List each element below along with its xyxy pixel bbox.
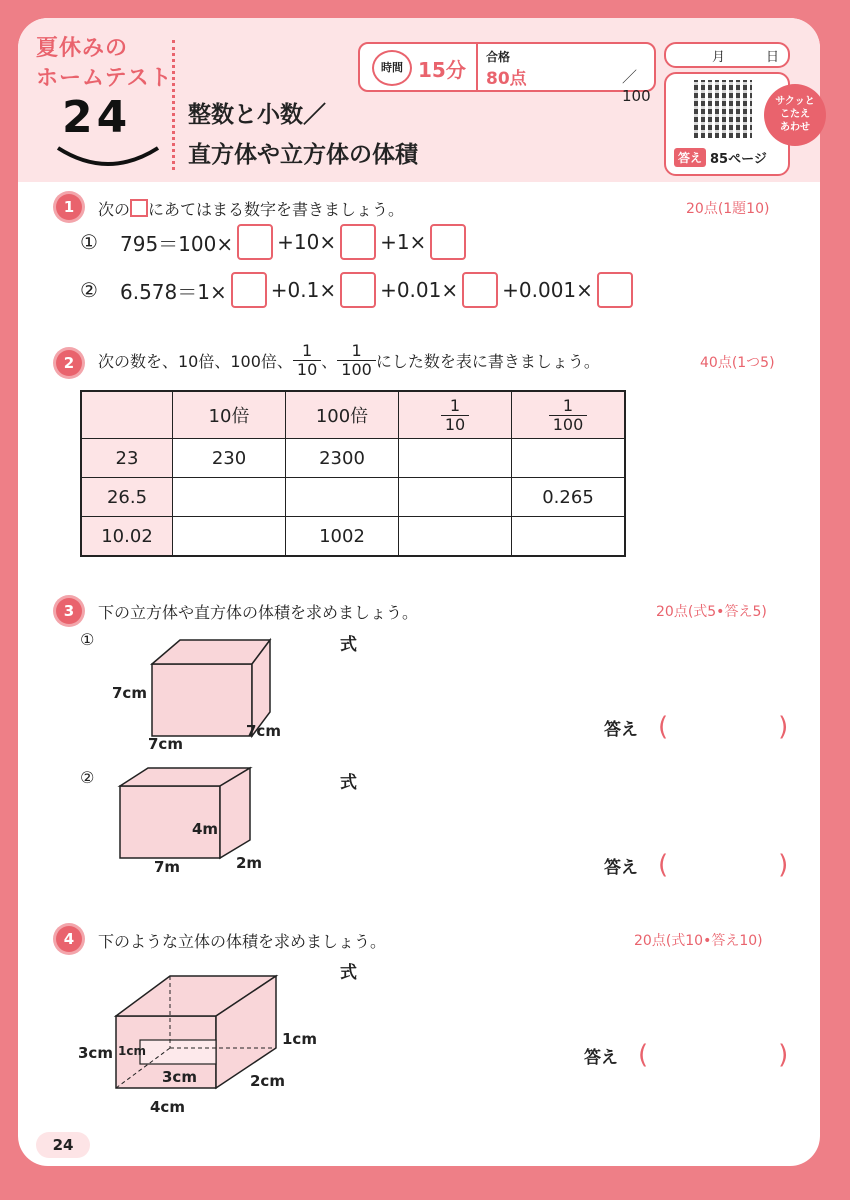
table-header-cell — [399, 391, 512, 439]
score-field[interactable]: ／100 — [622, 68, 651, 105]
table-cell[interactable] — [286, 478, 399, 517]
qr-code-overlay — [694, 80, 752, 138]
q1-item-1 — [80, 224, 466, 260]
cube-depth-label: 7cm — [246, 722, 281, 740]
clock-icon: 時間 — [372, 50, 412, 86]
paren-open: ( — [658, 712, 669, 742]
month-label: 月 — [712, 50, 726, 65]
paren-open: ( — [638, 1040, 649, 1070]
title-line-1: 整数と小数／ — [188, 102, 326, 128]
answer-page: 85ページ — [710, 152, 767, 167]
fraction — [549, 397, 588, 434]
q3-instruction: 下の立方体や直方体の体積を求めましょう。 — [98, 603, 419, 622]
bubble-line-3: あわせ — [780, 122, 810, 133]
denominator: 100 — [552, 414, 584, 434]
table-cell[interactable] — [173, 478, 286, 517]
time-score-box — [358, 42, 656, 105]
q2-text-a: 次の数を、10倍、100倍、 — [98, 352, 293, 371]
time-value: 15分 — [418, 58, 466, 82]
expr-part: 6.578＝1× — [120, 279, 227, 304]
smile-icon — [48, 140, 168, 180]
answer-label: 答え — [604, 719, 638, 740]
series-line-1: 夏休みの — [36, 36, 129, 61]
q3-sub1-mark: ① — [80, 630, 95, 649]
answer-blank[interactable] — [340, 272, 376, 308]
fraction — [441, 397, 469, 434]
q1-instruction — [98, 197, 404, 220]
numerator: 1 — [549, 397, 588, 416]
table-row-header: 23 — [81, 439, 173, 478]
box-separator — [476, 44, 478, 90]
table-header-cell: 10倍 — [173, 391, 286, 439]
fraction — [293, 342, 321, 379]
title-line-2: 直方体や立方体の体積 — [188, 142, 418, 168]
question-badge-2: 2 — [56, 350, 82, 376]
table-cell[interactable] — [512, 517, 626, 557]
table-cell: 0.265 — [512, 478, 626, 517]
q1-text-a: 次の — [98, 200, 131, 219]
solid-inner-width-label: 3cm — [162, 1068, 197, 1086]
denominator: 10 — [296, 360, 318, 379]
table-cell: 1002 — [286, 517, 399, 557]
table-row — [81, 517, 625, 557]
numerator: 1 — [441, 397, 469, 416]
table-header-cell — [81, 391, 173, 439]
paren-close: ) — [778, 850, 789, 880]
formula-label: 式 — [340, 635, 357, 655]
table-cell[interactable] — [399, 517, 512, 557]
q4-points: 20点(式10•答え10) — [634, 933, 763, 949]
q1-item-2 — [80, 272, 633, 308]
q1-points: 20点(1題10) — [686, 201, 770, 217]
series-title — [36, 34, 173, 94]
solid-height-label: 3cm — [78, 1044, 113, 1062]
formula-label: 式 — [340, 773, 357, 793]
bubble-line-1: サクッと — [775, 96, 815, 107]
paren-close: ) — [778, 712, 789, 742]
solid-step-label: 1cm — [282, 1030, 317, 1048]
pass-label: 合格 — [486, 50, 511, 64]
denominator: 10 — [444, 414, 466, 434]
table-cell: 2300 — [286, 439, 399, 478]
table-cell[interactable] — [173, 517, 286, 557]
expr-part: +1× — [380, 230, 427, 254]
answer-blank[interactable] — [597, 272, 633, 308]
cuboid-figure — [112, 766, 262, 866]
fraction — [337, 342, 376, 379]
day-label: 日 — [766, 50, 780, 65]
q3-points: 20点(式5•答え5) — [656, 604, 767, 620]
expr-part: +0.001× — [502, 278, 593, 302]
blank-sample-icon — [130, 199, 148, 217]
answer-label: 答え — [674, 148, 706, 167]
answer-blank[interactable] — [340, 224, 376, 260]
separator: 、 — [321, 352, 338, 371]
item-mark: ① — [80, 230, 98, 254]
q3-sub2-mark: ② — [80, 768, 95, 787]
expr-part: +10× — [277, 230, 337, 254]
cuboid-depth-label: 2m — [236, 854, 263, 872]
formula-label: 式 — [340, 963, 357, 983]
solid-width-label: 4cm — [150, 1098, 185, 1116]
paren-open: ( — [658, 850, 669, 880]
answer-blank[interactable] — [231, 272, 267, 308]
page-title — [188, 95, 418, 175]
table-header-cell — [512, 391, 626, 439]
q2-instruction — [98, 342, 600, 379]
answer-field[interactable] — [584, 1040, 788, 1070]
table-header-cell: 100倍 — [286, 391, 399, 439]
q1-text-b: にあてはまる数字を書きましょう。 — [148, 200, 405, 219]
table-cell[interactable] — [399, 478, 512, 517]
answer-blank[interactable] — [430, 224, 466, 260]
q2-points: 40点(1つ5) — [700, 355, 775, 371]
answer-field[interactable] — [604, 712, 788, 742]
table-row — [81, 439, 625, 478]
q2-text-b: にした数を表に書きましょう。 — [375, 352, 600, 371]
cuboid-width-label: 7m — [154, 858, 181, 876]
question-badge-1: 1 — [56, 194, 82, 220]
pass-value: 80点 — [486, 69, 527, 89]
q4-instruction: 下のような立体の体積を求めましょう。 — [98, 932, 387, 951]
solid-inner-height-label: 1cm — [118, 1044, 146, 1058]
header-divider — [172, 40, 175, 170]
item-mark: ② — [80, 278, 98, 302]
test-number: 24 — [62, 92, 132, 143]
page-number: 24 — [36, 1132, 90, 1158]
expr-part: +0.1× — [270, 278, 337, 302]
date-box[interactable] — [664, 42, 790, 68]
answer-blank[interactable] — [462, 272, 498, 308]
table-header-row — [81, 391, 625, 439]
check-bubble — [764, 84, 826, 146]
table-row-header: 10.02 — [81, 517, 173, 557]
table-cell[interactable] — [399, 439, 512, 478]
answer-table — [80, 390, 626, 557]
table-row — [81, 478, 625, 517]
table-row-header: 26.5 — [81, 478, 173, 517]
series-line-2: ホームテスト — [36, 66, 173, 91]
question-badge-4: 4 — [56, 926, 82, 952]
solid-depth-label: 2cm — [250, 1072, 285, 1090]
denominator: 100 — [341, 360, 372, 379]
answer-blank[interactable] — [237, 224, 273, 260]
numerator: 1 — [293, 342, 321, 361]
table-cell[interactable] — [512, 439, 626, 478]
numerator: 1 — [337, 342, 376, 361]
answer-label: 答え — [584, 1047, 618, 1068]
table-cell: 230 — [173, 439, 286, 478]
expr-part: +0.01× — [380, 278, 459, 302]
cuboid-height-label: 4m — [192, 820, 219, 838]
bubble-line-2: こたえ — [780, 109, 810, 120]
answer-label: 答え — [604, 857, 638, 878]
question-badge-3: 3 — [56, 598, 82, 624]
cube-width-label: 7cm — [148, 735, 183, 753]
cube-height-label: 7cm — [112, 684, 147, 702]
answer-field[interactable] — [604, 850, 788, 880]
expr-part: 795＝100× — [120, 231, 234, 256]
paren-close: ) — [778, 1040, 789, 1070]
